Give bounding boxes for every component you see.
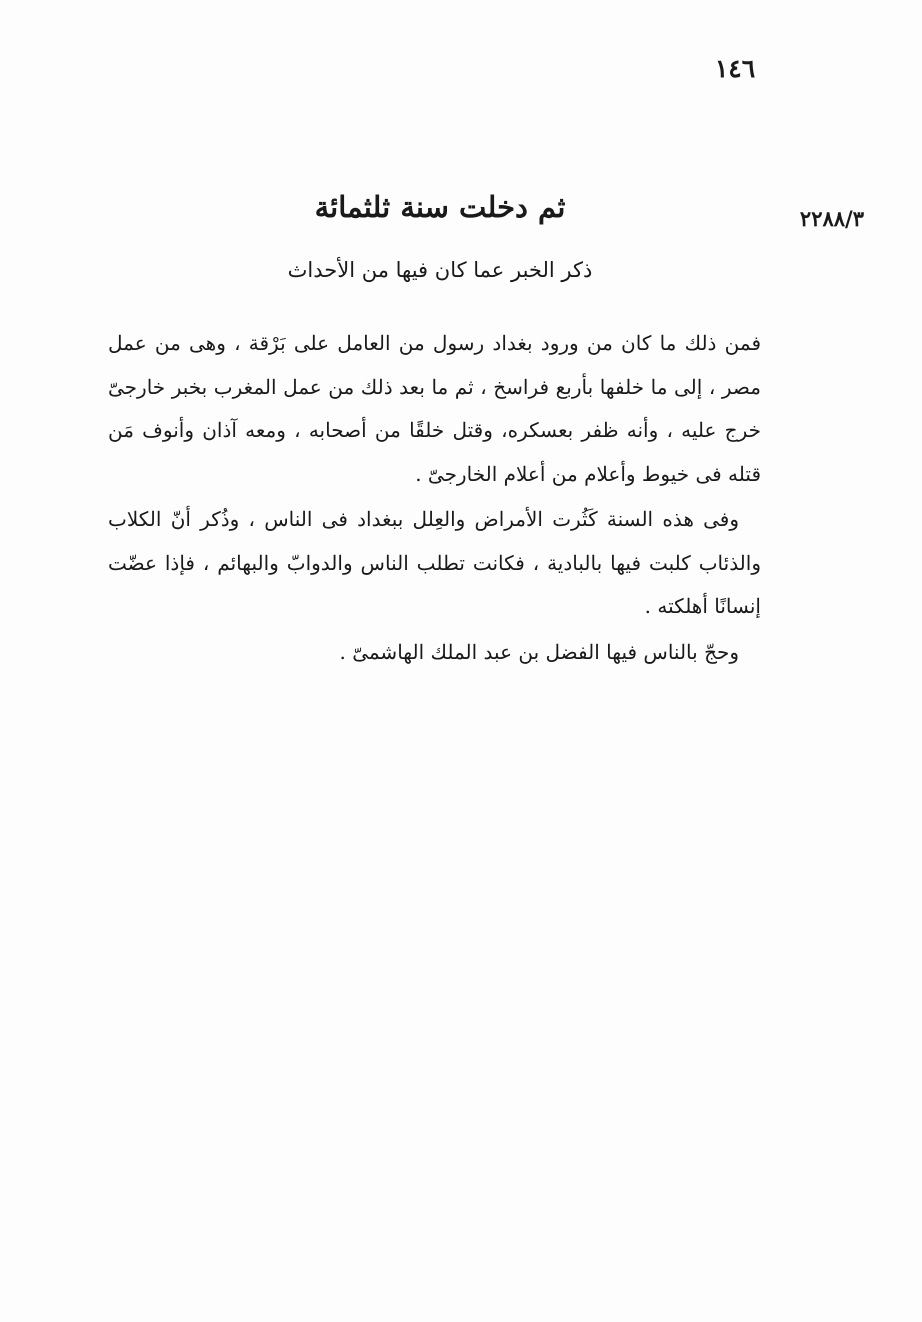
paragraph: فمن ذلك ما كان من ورود بغداد رسول من العامل على بَرْقة ، وهى من عمل مصر ، إلى ما خلفها بأربع فراسخ ، ثم ما بعد ذلك من عمل المغرب بخبر خارجىّ خرج عليه ، وأنه ظفر بعسكره، وقتل خلقًا من أصحابه ، ومعه آذان وأنوف مَن قتله فى خيوط وأعلام من أعلام الخارجىّ . bbox=[108, 331, 762, 486]
paragraph: وحجّ بالناس فيها الفضل بن عبد الملك الهاشمىّ . bbox=[339, 639, 739, 664]
margin-reference: ٢٢٨٨/٣ bbox=[799, 206, 864, 231]
section-subtitle: ذكر الخبر عما كان فيها من الأحداث bbox=[287, 258, 593, 282]
body-text bbox=[108, 322, 761, 674]
section-title: ثم دخلت سنة ثلثمائة bbox=[314, 190, 566, 224]
paragraph: وفى هذه السنة كَثُرت الأمراض والعِلل ببغداد فى الناس ، وذُكر أنّ الكلاب والذئاب كلبت فيها بالبادية ، فكانت تطلب الناس والدوابّ والبهائم ، فإذا عضّت إنسانًا أهلكته . bbox=[108, 507, 761, 618]
page-number: ١٤٦ bbox=[714, 54, 756, 83]
